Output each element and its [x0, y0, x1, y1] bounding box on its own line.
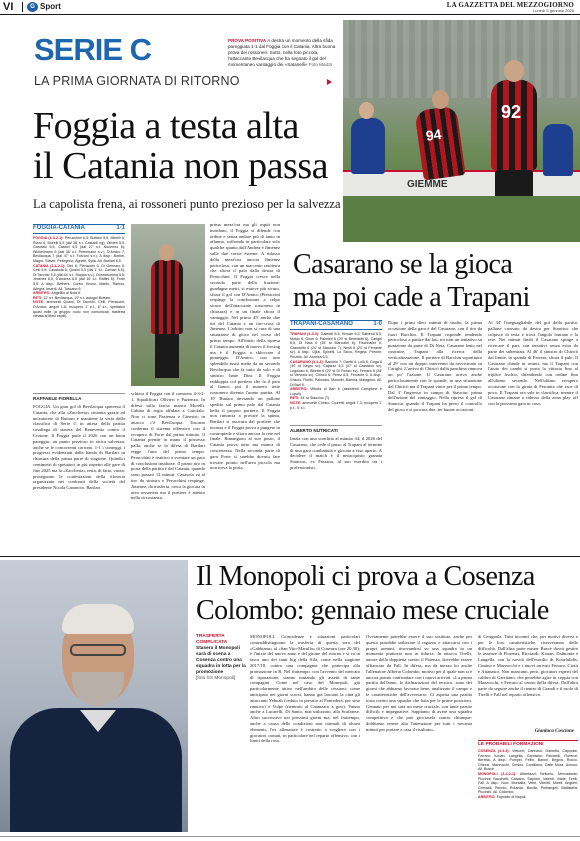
trapani-referee-text: Vittoria di Bari 6 (assistenti Campione e Lupoli). — [290, 387, 383, 396]
colombo-hair — [62, 604, 134, 634]
page-bottom-rule — [0, 836, 580, 837]
monopoli-text: Albertazzi; Bellomo, Mercadante, Piccinni; Bacchetti, Calvano, Scipioni, Valenti; Vitale; Tirelli, Fall. A disp.: Novi, Montalto, Veltri, Viteritti, Miceli, Angileri, Grimaldi, Rebolo, Rolando, Bordin, Pietrangeli, Battistella, Piccinini. All. Colombo. — [478, 771, 578, 795]
trapani-team-text: Galeotti 6,5; Kirwan 6,5, Salvesti 6,5, Motoc 6, Giron 6; Palmieri 6 (29' st Benedetti 6), Carighi 6,5, Di Noia 6 (35' st Marcolini 6); Fischnaller 6, Grandolfo 6 (24' st Stauciuc 7), Nesti 6 (24' st Ferrante sv). A disp.: Ujka, Spinelli, Lo Sicco, Regina, Pirrone, Pinzolo. All. Aronica 6,5. — [290, 332, 382, 359]
section-label: Sport — [40, 2, 61, 11]
probabili-title: LE PROBABILI FORMAZIONI — [478, 742, 544, 747]
foggia-referee-label: ARBITRO: — [33, 291, 51, 296]
foggia-goals-text: 12' s.t. Bevilacqua, 19' s.t. autogol Buttaro. — [43, 295, 112, 300]
foggia-match-name: FOGGIA-CATANIA — [33, 225, 85, 231]
photo-caption-arrow-icon — [327, 79, 332, 85]
trapani-author-rule — [290, 425, 382, 426]
foggia-team-text: Perucchini 6,5; Buttaro 5,5, Minelli 6, Rizzo 6, Morelli 5,5 (dal 38' s.t. Castaldi ng); Olivieri 5,5, Garofalo 6,5, Castori 6,5 (dal 27' s.t. Nocerino 6); Winkelmann 6 (dal 38' s.t. Petermann s.v.), D'Amico 7; Bevilacqua 7 (dal 47' s.t. Forconi s.v.). A disp.: Borbei, Magro, Staver, Pellegrino, Agnelli, Sylla. All. Barilari 6,5. — [33, 236, 126, 263]
bevilacqua-legs — [155, 334, 179, 378]
sport-logo-icon: G — [27, 2, 38, 12]
foggia-referee-text: Angelillo di Nola 6. — [51, 291, 82, 296]
trapani-team-label: TRAPANI (4-3-3): — [290, 332, 320, 336]
catania-team-label: CATANIA (3-4-2-1): — [33, 263, 66, 268]
foggia-lineups — [33, 236, 125, 390]
player-2-number: 94 — [424, 125, 443, 144]
photo-caption — [228, 38, 338, 68]
league-title: SERIE C — [34, 32, 152, 67]
monopoli-caption-title: TRASFERTA COMPLICATA — [196, 634, 228, 645]
match-photo — [343, 20, 580, 242]
casarano-team-label: CASARANO (3-4-3): — [290, 359, 324, 364]
masthead — [0, 0, 580, 14]
trapani-match-score: 1-0 — [373, 321, 382, 327]
foggia-match-score: 1-1 — [116, 225, 125, 231]
foggia-goals-label: RETI: — [33, 295, 43, 300]
foggia-notes-label: NOTE: — [33, 300, 45, 305]
trapani-body-col1: Inizia con una sconfitta al minuto 34, il 2026 del Casarano, che cede il passo al Trapani al termine di una gara combattuta e giocata a viso aperto. A decidere il match è il neoacquisto granata Stauciuc, ex Fassano, al suo esordito tra i professionisti. — [290, 436, 382, 470]
monopoli-caption-credit: [foto SS Monopoli] — [196, 676, 236, 681]
player-2-head — [432, 90, 449, 109]
foggia-author: RAFFAELE FIORELLA — [33, 396, 82, 401]
casarano-team-text: Bacchin 7; Gaetti 6, Lulli 6, Goga 6 (30' st Negro sv); Cajazzo 6,5 (37' st Cassiano sv), Logoluso 6, Billetta 6 (29' st Di Ronzo sv), Ferrara 6 (28' st Venezia sv), Chiricò 6; Perez 6,5, Ferrante 6. A disp.: Chiuco, Fiorilli, Palumbo, Mounibi, Bamba, Malagrino. All. Di Bari 6. — [290, 359, 383, 387]
monopoli-caption-text: Stasera il Monopoli sarà di scena a Cosenza contro una squadra in lotta per la promozione — [196, 646, 246, 675]
probabili-referee-label: ARBITRO: — [478, 794, 496, 799]
player-1-number: 92 — [501, 102, 522, 122]
monopoli-author: Gianluca Coscione — [534, 729, 574, 734]
trapani-box-rule2 — [290, 329, 382, 330]
photo-credit: Foto Maizzi — [308, 61, 333, 67]
bevilacqua-head — [159, 244, 174, 261]
trapani-body-col2: Dopo i primi dieci minuti di studio, la prima occasione della gara è del Casarano, con il tiro da fuori Bacchin. Il Trapani risponde rendendo pericoloso a partire dai lati, tra tutti un tentativo su punizione da parte di Di Noia. Casarano lento nel costruire, Trapani alla ricerca della verticalizzazione. Il portiere di Bacchin soprattutto al 29' con un doppio intervento da ravvicinato su Carighi. L'arrivo di Chiricò dalla panchina rinnova un po' l'azione. Il Casarano arriva anche pericolosamente con le sponde, in una situazione del Chiricò ma il Trapani vince per il primo tempo. Dal 3' l'ingresso in campo di Stauciuc prima dell'azione del vantaggio. Nella ripresa il gol di Stauciuc quando il Trapani ha preso il controllo del gioco e si procura due, tre buone occasioni. — [388, 320, 482, 412]
foggia-box-title — [33, 225, 125, 231]
masthead-rule — [0, 14, 580, 15]
main-headline-line1: Foggia a testa alta — [33, 105, 299, 147]
player-4 — [543, 124, 573, 176]
player-1 — [491, 80, 537, 170]
foggia-body-col3: prima mezz'ora ma gli ospiti non mordono, il Foggia si difende con ordine e senza andare più di tanto in affanno, soffrendo in particolare solo qualche spunto dall'Andrea e Jimenez sulle due corsie esterne. A ridosso della mezz'ora ancora Jimenez pericoloso, con un maccmio rasoterra che sfiora il palo dalla destra di Perucchini. Il Foggia cresce nella seconda parte della frazione: guadagna metri, si muove più sicuro, sfiora il gol con D'Amico (Pieraccini respinge la conclusione a colpo sicuro dell'attaccante rossonero in chiusura) e in un finale sfiora il vantaggio. Nel primo 45' anche due tiri del Catania e un tiro-cross di Jimenez. L'arbitro non si cura di una situazione di gioco nel corso del primo tempo. All'inizio della ripresa il Catania aumenta di nuovo il forcing ma è il Foggia a sbloccare il punteggio. D'Amico, con uno splendido assist mette da un secondo Bevilacqua che fa tutto da solo e di sinistro batte Dini. Il Foggia raddoppia col portiere che fa il paio al fianco, poi il numero sette rossonero diventa l'uomo partita. Al 19' Buttaro deviando un pallone spedito sul primo palo dal Catania beffa il proprio portiere. Il Foggia non rinuncia a provare la spinta, Barilari si assicura dal portiere che incassa e il Foggia prova a pungere in contropiede e sfiora ancora la rete nel finale. Rimangono al suo posto, il Catania prova tutto ma manca di concretezza. Nella seconda parte di gara Forte si sarebbe dovuto fare trovare pronto nell'area piccola ma non trova la porta. — [210, 222, 280, 471]
probabili-lineups — [478, 749, 578, 833]
section-divider — [0, 556, 580, 557]
league-subtitle: LA PRIMA GIORNATA DI RITORNO — [34, 74, 240, 88]
trapani-notes-text: ammoniti Chirico, Ciciretti; angoli 7-3; recupero 1' p.t., 5' s.t. — [290, 400, 382, 410]
casarano-headline-line1: Casarano se la gioca — [293, 249, 513, 280]
probabili-referee-text: Esposito di Napoli. — [496, 794, 527, 799]
player-3 — [351, 118, 385, 174]
trapani-goals-text: 34' st Stauciuc (T). — [300, 396, 331, 401]
monopoli-caption — [196, 634, 246, 682]
main-headline-deck: La capolista frena, ai rossoneri punto prezioso per la salvezza — [33, 197, 341, 211]
colombo-glasses-icon — [70, 644, 126, 656]
trapani-notes-label: NOTE: — [290, 400, 302, 405]
casarano-headline-line2: ma poi cade a Trapani — [293, 282, 530, 313]
issue-date: Lunedì 5 gennaio 2026 — [533, 8, 574, 13]
bevilacqua-photo — [131, 224, 205, 386]
trapani-match-name: TRAPANI-CASARANO — [290, 321, 353, 327]
bevilacqua-body — [151, 260, 183, 334]
photo-caption-title: PROVA POSITIVA — [228, 38, 267, 43]
monopoli-body-col1: MONOPOLI. Coincidenze e situazioni particolari contraddistinguono la trasferta di questa sera del «Gabbiano» al «San Vito-Marulla» di Cosenza (ore 20,30): è l'inizio del nuovo anno e del girone del ritorno e si va in tasca uno dei tanti big della Sila, come nella stagione 2017/18, contro una compagine che partecipa alla promozione in B. Nel frattempo, con l'avvento del mercato di riparazione, stanno mutando gli assetti di tante compagini. Come nel caso del Monopoli, già particolarmente attivo nell'ambito delle cessioni: come anticipato nei giorni scorsi, hanno già lasciato la città gli attaccanti Yeboah (ceduto in prestito al Pontedera, per sino rinnovo) e Volpe (rientrato al Catanzaro a giro). Vanno anche a Lucatelli, Di Santo, mai utilizzato, alla Scafatese. Altro successivo nei prossimi giorni ma, nel frattempo, anche a causa delle condizioni non ottimali di alcuni elementi, l'ex allenatore è costretto a scegliere con i giocatori contati, in particolare nel reparto offensivo, con i limiti della rosa. — [250, 634, 360, 744]
photo-caption-text: A destra un momento della sfida pareggiata 1-1 dal Foggia con il Catania. Altra buona prova dei rossoneri. Sotto, nella foto piccola, l'attaccante Bevilacqua che ha segnato il gol del momentaneo vantaggio dei «Satanelli» — [228, 38, 336, 67]
player-2 — [414, 105, 465, 180]
colombo-photo — [0, 560, 188, 832]
probabili-rule — [478, 740, 578, 741]
cosenza-label: COSENZA (4-3-3): — [478, 749, 510, 753]
monopoli-body-col2: Ovviamente potrebbe essere il suo sostituto, anche per questo potrebbe utilizzare il ragazzo e attaccarsi con i propri uomini, ritrovandosi su una squadra in un momento piuttosto non in fiducia. In attacco Tirelli, autore della doppietta contro il Potenza, dovrebbe essere affiancato da Fall. In difesa, ma da mezzo ko anche l'allenatore Alberto Colombo, motivo per il quale non si è ancora potuto confrontare con i nuovi arrivati. «La prima partita dell'anno, le dichiarazioni del tecnico: sono dei giorni che abbiamo lavorato bene, analizzato il campo e le caratteristiche dell'avversario. Ci aspetta una partita tosta contro una squadra che lotta per le prime posizioni. Gennaio per noi sarà un mese cruciale, con tante partite difficili e impegnative. Sappiamo di avere una squadra competitiva e che può giocarsela contro chiunque: dobbiamo tenere alta l'attenzione per tutti i novanta minuti per portare a casa il risultato». — [366, 634, 472, 732]
main-headline-line2: il Catania non passa — [33, 145, 328, 187]
page-number: VI — [3, 1, 14, 13]
foggia-team-label: FOGGIA (4-3-2-1): — [33, 236, 64, 240]
grass-band — [343, 196, 580, 242]
trapani-box-title — [290, 321, 382, 327]
masthead-divider — [22, 2, 23, 12]
monopoli-body-col3: di Cerignola. Tutti incontri che, per motivi diversi e per le loro caratteristiche, riserveranno delle difficoltà. Dall'altra parte mister Buscè dovrà gestire le assenze di Florenzi, Ricciardi, Kouan, Dalmonte e Langella, con la novità dell'esordio di Kourfalidis, Cimino e Mazzocchi e i nuovi arrivati Ferraro, Ciotti e Attanasio. Non mancano, però, giocatori esperti del calibro di Garritano, che potrebbe agire in coppia con Mazzocchi, e Ferraro al centro della difesa. Dall'altra parte da seguire anche il rientro di Grandi e il ruolo di Tirelli e Fall nel reparto offensivo. — [478, 634, 578, 697]
foggia-box-rule2 — [33, 233, 125, 234]
trapani-lineups — [290, 332, 382, 422]
trapani-referee-label: ARBITRO: — [290, 387, 308, 392]
trapani-body-col3: Al 34' l'ineguagliabile del gol della partita: pallone crossato da destra per Stauciuc che colpisce di testa e trova l'angolo lontano e la rete. Nei minuti finali il Casarano spinge a ricercare il pari, con tentativi senza esito da parte dei subentrati. Al 46' il sinistro di Chiricò dal limite, in sponda di Ferrara, sfiora il palo. Il Casarano chiude in avanti, ma il Trapani con l'aiuto dei cambi si porta la vittoria fino al triplice fischio, difendendo con ordine fino all'ultimo secondo. Nell'ultimo recupero occasione con la girata di Ferrante che esce di poco. Il Trapani ora sale in classifica, mentre il Casarano rimane a ridosso della zona play off con la prossima gara in casa. — [488, 320, 578, 407]
stadium-stand — [343, 20, 580, 98]
player-1-head — [504, 60, 524, 82]
cosenza-text: Vettorel; Cannavò, Dametto, Caporale, Ferraro; Kouan, Langella, Garritano; Ricciardi, Florenzi, Beretta. A disp.: Pompei, Fellin, Baroni, Begino, Rocco, Ghezzi, Mazzocchi, Cimino, Contiliano, Dalle Mura, Achour. All. Buscè. — [478, 749, 579, 772]
newspaper-name: LA GAZZETTA DEL MEZZOGIORNO — [446, 1, 574, 9]
foggia-body-col2: schiera il Foggia con il consueto 4-3-2-1. Squalificati Olivieri e Pazienza. In difesa sulla fascia manca Morelli. Cabina di regia affidata a Garofalo. Non ci sono Pazienza e Ginestri; in attacco c'è Bevilacqua. Toscano conferma il sistema offensivo con il recupero di Forte dal primo minuto. Il Catania prende in mano il possesso palla, anche se la difesa di Barilari regge l'urto del primo tempo. Perucchini è reattivo a sventare un paio di conclusioni insidiose. Il primo tiro in porta della partita è del Catania, quando sono passati 12 minuti: Casasola va al tiro da sinistra e Perucchini respinge. Jimenez, da trasferta, cerca la giocata in area rossonera ma il portiere è attento nella circostanza. — [131, 391, 205, 501]
monopoli-headline-line2: Colombo: gennaio mese cruciale — [196, 595, 549, 626]
foggia-body-col1: FOGGIA. Un gran gol di Bevilacqua spaventa il Catania, che alla «Zaccheria» rimonta grazie ad un'autorete di Buttaro e mantiene la vetta della classifica di Serie C in attesa della partita casalinga di stasera del Benevento contro il Crotone. Il Foggia parte il 2026 con un buon pareggio, un punto prezioso in ottica salvezza, anche se le concorrenti corrono. 1-1 i conteggi, i progressi evidenziati dalla banda di Barilari in chiusura della prima parte di stagione. Quindici centimetri di spettatori in più rispetto alle gare di fine 2025 ma la «Zaccheria» resta, di fatto, vuota: proseguono le contestazioni della tifoseria organizzata nei confronti della società del presidente Nicola Canonico. Barilari — [33, 404, 125, 491]
monopoli-label: MONOPOLI (3-4-2-1): — [478, 771, 517, 776]
colombo-beard — [72, 672, 124, 706]
player-3-head — [359, 102, 374, 119]
catania-team-text: Dini 6; Pieraccini 6, Di Gennaro 6, Celli 5,5; Casasola 6, Quaini 5,5 (dal 1' s.t. Corbari 5,5), Di Tacchio 5,5 (dal 44' s.t. Stoppa s.v.), Donnarumma 5,5; Jimenez 6,5, D'Andrea 6,5 (dal 16' s.t. Raffini 6); Forte 5,5. A disp.: Bethers, Corbo, Bruno, Martic, Ramos, Allegra, Ierardi. All. Toscano 6. — [33, 263, 125, 291]
foggia-author-rule — [33, 393, 125, 394]
trapani-author: ALBERTO NUTRICATI — [290, 428, 338, 433]
trapani-goals-label: RETI: — [290, 396, 300, 401]
sponsor-board-text: GIEMME — [407, 179, 448, 190]
monopoli-headline-line1: Il Monopoli ci prova a Cosenza — [196, 561, 535, 592]
foggia-notes-text: ammoniti Quaini, Di Tacchio, Celli, Pieraccini, D'Amico; angoli 1-8; recupero 1' p.t., 6' s.t.; spettatori quasi mille (a gruppo ruolo non comunicati, trasferta vietata ai tifosi ospiti). — [33, 300, 125, 319]
